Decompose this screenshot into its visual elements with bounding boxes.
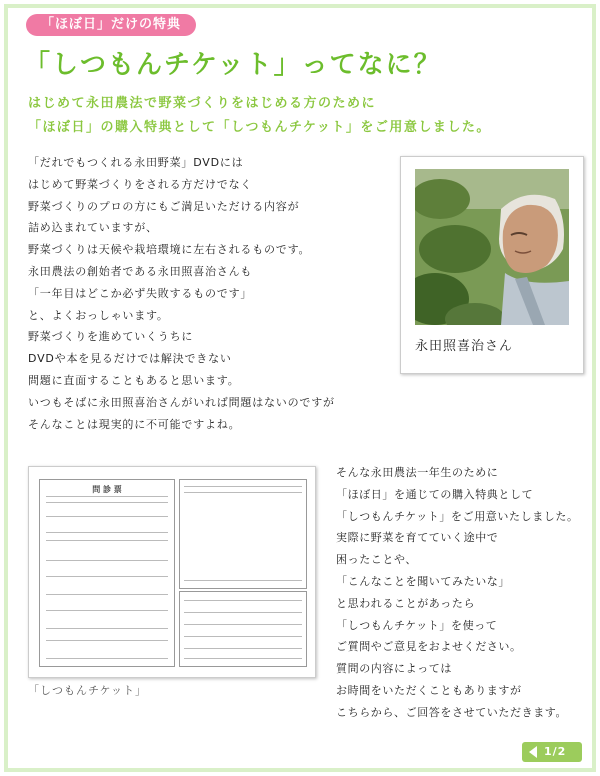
- portrait-photo: [415, 169, 569, 325]
- ticket-sheet-right-bottom: [179, 591, 307, 667]
- ticket-title: 問 診 票: [92, 485, 122, 494]
- body-line: 野菜づくりは天候や栽培環境に左右されるものです。: [28, 243, 311, 257]
- body-line: そんなことは現実的に不可能ですよね。: [28, 417, 241, 431]
- body-line: と思われることがあったら: [336, 596, 476, 610]
- body-line: 「こんなことを聞いてみたいな」: [336, 574, 510, 588]
- body-line: 「だれでもつくれる永田野菜」DVDには: [28, 156, 244, 169]
- lead-line: はじめて永田農法で野菜づくりをはじめる方のために: [28, 96, 377, 111]
- body-line: こちらから、ご回答をさせていただきます。: [336, 705, 568, 719]
- lead-text: [28, 92, 491, 140]
- body-text-intro: [28, 152, 335, 435]
- body-line: 野菜づくりを進めていくうちに: [28, 330, 194, 344]
- ticket-caption: 「しつもんチケット」: [28, 684, 148, 697]
- privilege-tag: 「ほぼ日」だけの特典: [26, 14, 196, 36]
- body-line: お時間をいただくこともありますが: [336, 683, 522, 697]
- body-line: いつもそばに永田照喜治さんがいれば問題はないのですが: [28, 395, 335, 409]
- pager-label: 1/2: [544, 745, 567, 758]
- body-line: 「ほぼ日」を通じての購入特典として: [336, 487, 534, 501]
- body-line: ご質問やご意見をおよせください。: [336, 640, 522, 654]
- body-line: 質問の内容によっては: [336, 662, 452, 676]
- body-line: 「しつもんチケット」をご用意いたしました。: [336, 509, 579, 523]
- ticket-sheet-left: [39, 479, 175, 667]
- prev-arrow-icon: [528, 746, 538, 758]
- body-line: そんな永田農法一年生のために: [336, 466, 499, 479]
- page-title: 「しつもんチケット」ってなに？: [24, 50, 442, 80]
- body-line: 問題に直面することもあると思います。: [28, 373, 240, 387]
- body-line: 詰め込まれていますが、: [28, 221, 158, 235]
- body-line: 野菜づくりのプロの方にもご満足いただける内容が: [28, 199, 300, 213]
- body-line: 困ったことや、: [336, 553, 417, 567]
- body-line: はじめて野菜づくりをされる方だけでなく: [28, 177, 253, 191]
- ticket-sheet-right-top: [179, 479, 307, 589]
- lead-line: 「ほぼ日」の購入特典として「しつもんチケット」をご用意しました。: [28, 120, 491, 135]
- portrait-caption: 永田照喜治さん: [415, 339, 514, 354]
- portrait-card: [400, 156, 584, 374]
- body-line: DVDや本を見るだけでは解決できない: [28, 352, 232, 366]
- body-line: と、よくおっしゃいます。: [28, 308, 169, 322]
- body-line: 永田農法の創始者である永田照喜治さんも: [28, 264, 253, 278]
- ticket-image-card: [28, 466, 316, 678]
- body-line: 「しつもんチケット」を使って: [336, 618, 498, 632]
- body-text-ticket: [336, 462, 579, 724]
- body-line: 実際に野菜を育てていく途中で: [336, 531, 499, 545]
- pager-button[interactable]: [522, 742, 582, 762]
- body-line: 「一年目はどこか必ず失敗するものです」: [28, 286, 253, 300]
